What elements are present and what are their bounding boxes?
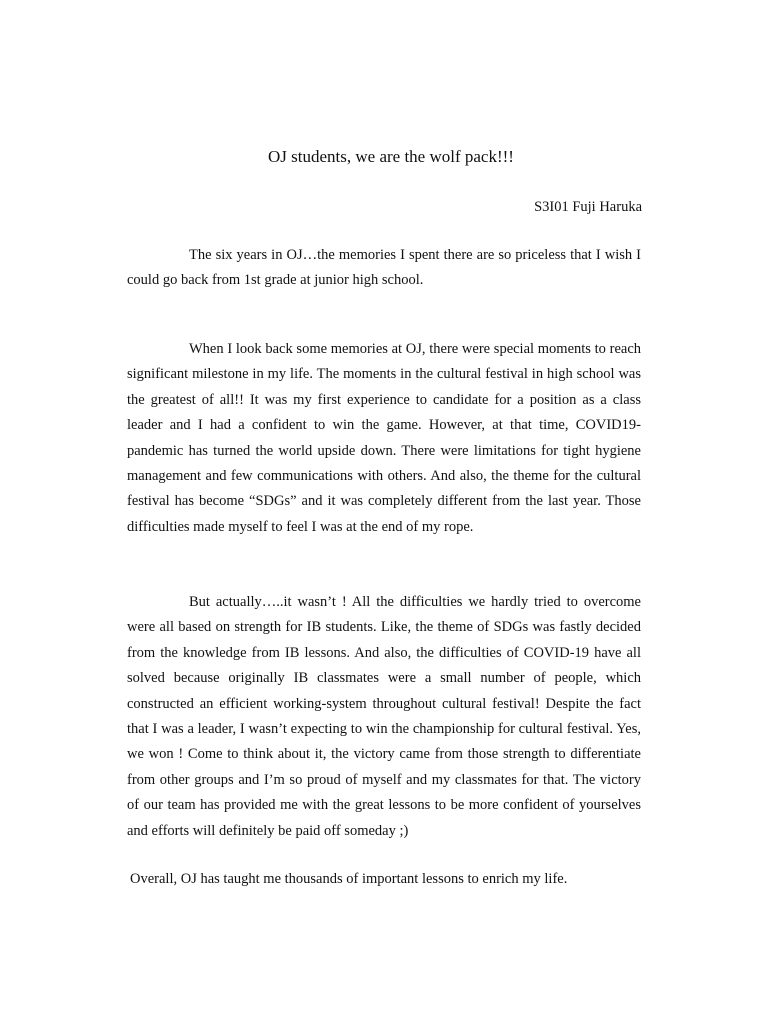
paragraph-conclusion: Overall, OJ has taught me thousands of important lessons to enrich my life. [130,871,568,887]
paragraph-memories: When I look back some memories at OJ, there were special moments to reach significant milestone in my life. The moments in the cultural festival in high school was the greatest of all!! It was my first experience to candidate for a position as a class leader and I had a confident to win the game. However, at that time, COVID19-pandemic has turned the world upside down. There were limitations for tight hygiene management and few communications with others. And also, the theme for the cultural festival has become “SDGs” and it was completely different from the last year. Those difficulties made myself to feel I was at the end of my rope. [127,341,641,535]
page-title: OJ students, we are the wolf pack!!! [268,147,514,166]
paragraph-intro: The six years in OJ…the memories I spent there are so priceless that I wish I could go back from 1st grade at junior high school. [127,247,641,289]
author-line: S3I01 Fuji Haruka [534,199,642,215]
paragraph-difficulties: But actually…..it wasn’t ! All the difficulties we hardly tried to overcome were all based on strength for IB students. Like, the theme of SDGs was fastly decided from the knowledge from IB lessons. And also, the difficulties of COVID-19 have all solved because originally IB classmates were a small number of people, which constructed an efficient working-system throughout cultural festival! Despite the fact that I was a leader, I wasn’t expecting to win the championship for cultural festival. Yes, we won ! Come to think about it, the victory came from those strength to differentiate from other groups and I’m so proud of myself and my classmates for that. The victory of our team has provided me with the great lessons to be more confident of yourselves and efforts will definitely be paid off someday ;) [127,594,641,839]
